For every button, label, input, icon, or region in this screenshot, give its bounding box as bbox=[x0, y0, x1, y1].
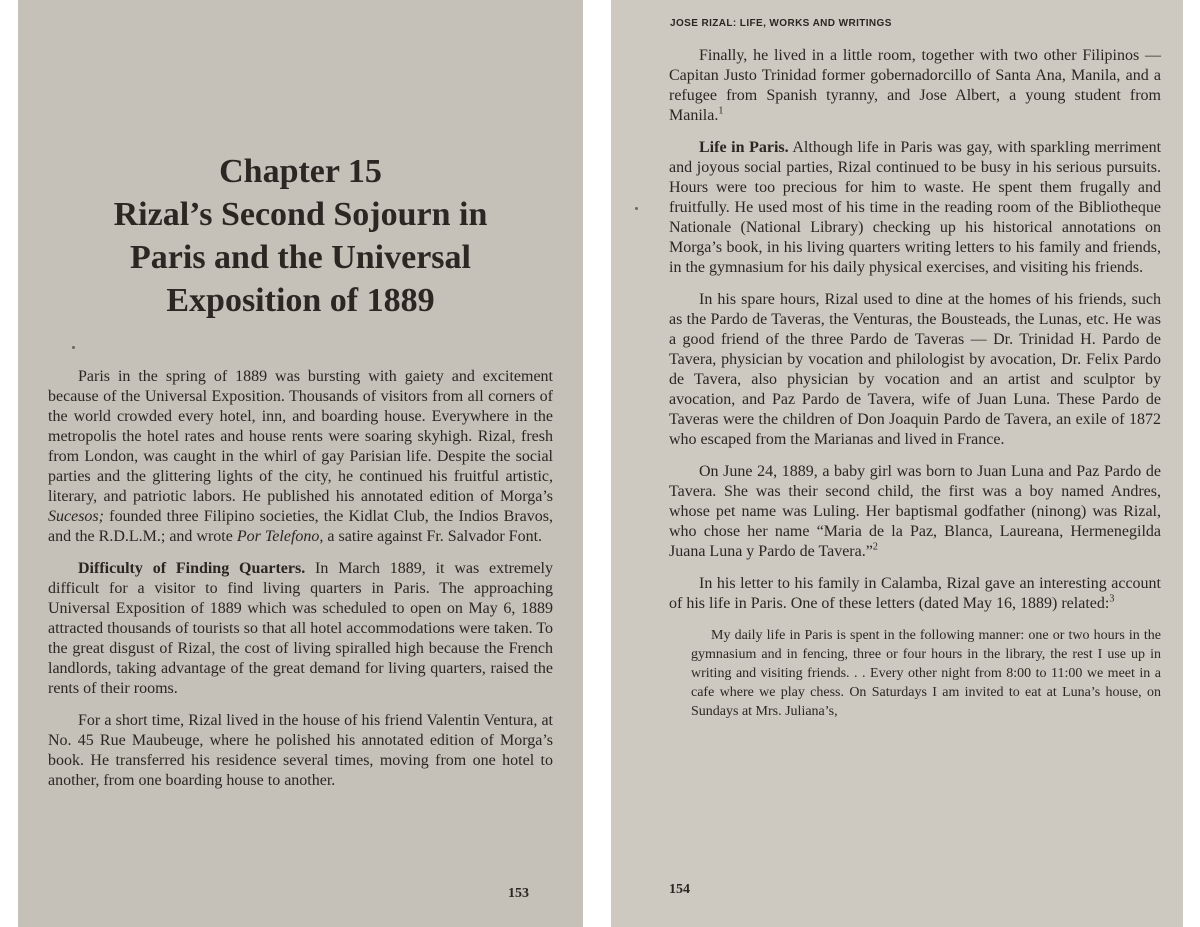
paper-speck bbox=[635, 207, 638, 210]
chapter-heading bbox=[18, 150, 583, 322]
paragraph-room: Finally, he lived in a little room, together with two other Filipinos — Capitan Justo Trinidad former gobernadorcillo of Santa Ana, Manila, and a refugee from Spanish tyranny, and Jose Albert, a young student from Manila.$^1$ bbox=[669, 47, 1161, 124]
footnote-ref-1: 1 bbox=[718, 105, 724, 117]
left-page bbox=[18, 0, 583, 927]
paper-speck bbox=[72, 346, 75, 349]
chapter-title-line-2: Paris and the Universal bbox=[130, 239, 471, 276]
footnote-ref-3: 3 bbox=[1109, 593, 1115, 605]
running-head: JOSE RIZAL: LIFE, WORKS AND WRITINGS bbox=[670, 18, 892, 29]
chapter-title-line-3: Exposition of 1889 bbox=[166, 282, 435, 319]
letter-quote: My daily life in Paris is spent in the following manner: one or two hours in the gymnasium and in fencing, three or four hours in the library, the rest I use up in writing and visiting friends. . . Every other night from 8:00 to 11:00 we meet in a cafe where we play chess. On Saturdays I am invited to eat at Luna’s house, on Sundays at Mrs. Juliana’s, bbox=[691, 628, 1161, 719]
left-body-text bbox=[48, 367, 553, 803]
right-page bbox=[611, 0, 1183, 927]
paragraph-life-in-paris: Life in Paris. Although life in Paris was gay, with sparkling merriment and joyous social parties, Rizal continued to be busy in his serious pursuits. Hours were too precious for him to waste. He spent them frugally and fruitfully. He used most of his time in the reading room of the Bibliotheque Nationale (National Library) checking up his historical annotations on Morga’s book, in his living quarters writing letters to his family and friends, in the gymnasium for his daily physical exercises, and visiting his friends. bbox=[669, 139, 1162, 276]
page-number-left: 153 bbox=[508, 886, 529, 901]
paragraph-letter: In his letter to his family in Calamba, Rizal gave an interesting account of his life in Paris. One of these letters (dated May 16, 1889) related:$^3$ bbox=[669, 575, 1161, 612]
chapter-title-line-1: Rizal’s Second Sojourn in bbox=[113, 196, 488, 233]
footnote-ref-2: 2 bbox=[872, 541, 878, 553]
paragraph-spare-hours: In his spare hours, Rizal used to dine at the homes of his friends, such as the Pardo de Taveras, the Venturas, the Bousteads, the Lunas, etc. He was a good friend of the three Pardo de Taveras — Dr. Trinidad H. Pardo de Tavera, physician by vocation and philologist by avocation, Dr. Felix Pardo de Tavera, also physician by vocation and an artist and sculptor by avocation, and Paz Pardo de Tavera, wife of Juan Luna. These Pardo de Taveras were the children of Don Joaquin Pardo de Tavera, an exile of 1872 who escaped from the Marianas and lived in France. bbox=[669, 291, 1161, 448]
paragraph-baby-girl: On June 24, 1889, a baby girl was born to Juan Luna and Paz Pardo de Tavera. She was their second child, the first was a boy named Andres, whose pet name was Luling. Her baptismal godfather (ninong) was Rizal, who chose her name “Maria de la Paz, Blanca, Laureana, Hermenegilda Juana Luna y Pardo de Tavera.”$^2$ bbox=[669, 463, 1161, 560]
chapter-number: Chapter 15 bbox=[219, 153, 382, 190]
paragraph-intro: Paris in the spring of 1889 was bursting with gaiety and excitement because of the Universal Exposition. Thousands of visitors from all corners of the world crowded every hotel, inn, and boarding house. Everywhere in the metropolis the hotel rates and house rents were soaring skyhigh. Rizal, fresh from London, was caught in the whirl of gay Parisian life. Despite the social parties and the glittering lights of the city, he continued his fruitful artistic, literary, and patriotic labors. He published his annotated edition of Morga’s Sucesos; founded three Filipino societies, the Kidlat Club, the Indios Bravos, and the R.D.L.M.; and wrote Por Telefono, a satire against Fr. Salvador Font. bbox=[48, 368, 553, 545]
paragraph-ventura: For a short time, Rizal lived in the house of his friend Valentin Ventura, at No. 45 Rue Maubeuge, where he polished his annotated edition of Morga’s book. He transferred his residence several times, moving from one hotel to another, from one boarding house to another. bbox=[48, 712, 553, 789]
right-body-text bbox=[669, 46, 1161, 721]
run-in-heading: Life in Paris. bbox=[699, 139, 789, 156]
paragraph-quarters: Difficulty of Finding Quarters. In March 1889, it was extremely difficult for a visitor to find living quarters in Paris. The approaching Universal Exposition of 1889 which was scheduled to open on May 6, 1889 attracted thousands of tourists so that all hotel accommodations were taken. To the great disgust of Rizal, the cost of living spiralled high because the French landlords, taking advantage of the great demand for living quarters, raised the rents of their rooms. bbox=[48, 560, 554, 697]
run-in-heading: Difficulty of Finding Quarters. bbox=[78, 560, 306, 577]
page-number-right: 154 bbox=[669, 882, 690, 897]
